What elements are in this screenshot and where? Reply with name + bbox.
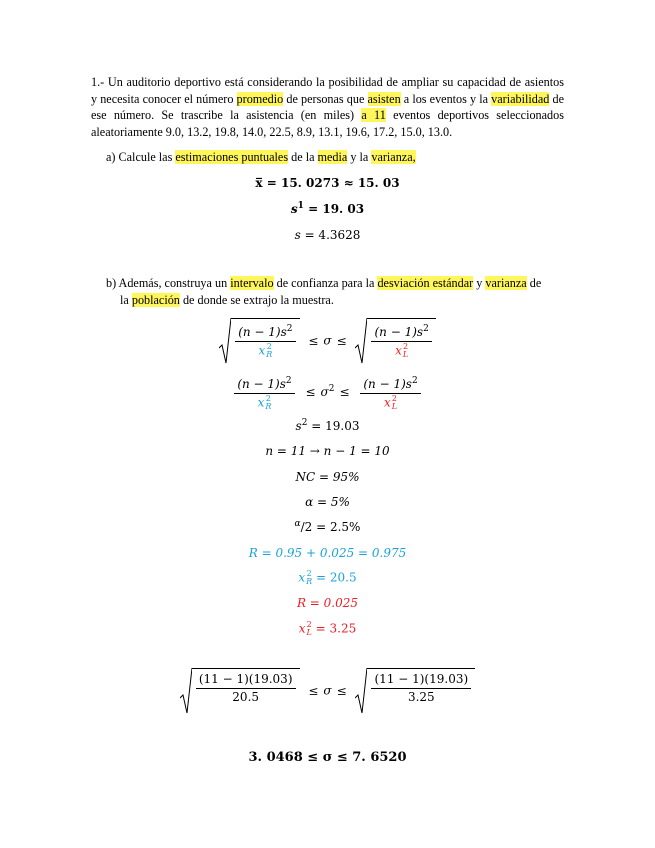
r-blue-text: R = 0.95 + 0.025 = 0.975 <box>248 546 407 560</box>
sub-numerator: (11 − 1)(19.03) <box>196 672 296 689</box>
s2-value <box>0 418 655 433</box>
sub-l: L <box>402 350 409 359</box>
sqrt-right <box>355 668 475 714</box>
exp: 2 <box>301 418 308 428</box>
nc-value <box>0 470 655 484</box>
frac-numerator: (n − 1)s <box>363 377 412 391</box>
part-b-text: de donde se extrajo la muestra. <box>179 292 334 307</box>
r-blue-value <box>0 546 655 560</box>
exp: 2 <box>306 569 312 578</box>
n-value <box>0 444 655 458</box>
s2-eq: = 19.03 <box>311 419 360 433</box>
chi-symbol: x <box>383 395 391 410</box>
exp: 2 <box>411 376 418 386</box>
le-symbol: ≤ <box>336 333 347 348</box>
sigma-symbol: σ <box>320 385 329 399</box>
exp: 2 <box>306 620 312 629</box>
substitution-formula <box>0 668 655 714</box>
highlight-desviacion: desviación estándar <box>377 276 474 290</box>
s-symbol: s <box>295 419 302 433</box>
highlight-promedio: promedio <box>236 91 284 106</box>
chi-l-value <box>0 621 655 637</box>
exp: 2 <box>328 384 335 394</box>
part-b-text: de <box>526 276 542 290</box>
variance-symbol: s <box>290 202 298 216</box>
exp: 2 <box>402 342 409 351</box>
sigma-symbol: σ <box>323 683 332 698</box>
variance-value: = 19. 03 <box>308 202 365 216</box>
highlight-estimaciones: estimaciones puntuales <box>175 150 289 164</box>
sigma-symbol: σ <box>323 333 332 348</box>
chi-r-eq: = 20.5 <box>316 570 357 585</box>
le-symbol: ≤ <box>305 385 316 399</box>
alpha-half-text: /2 = 2.5% <box>300 520 361 534</box>
n-text: n = 11 → n − 1 = 10 <box>265 444 390 458</box>
problem-text: a los eventos y la <box>400 91 492 106</box>
sqrt-right <box>355 318 435 364</box>
sub-numerator: (11 − 1)(19.03) <box>371 672 471 689</box>
problem-text: 1.- Un auditorio deportivo está considerando la posibilidad de ampliar su capacidad de asientos y necesita conocer el número <box>91 75 564 106</box>
sqrt-left <box>219 318 299 364</box>
le-symbol: ≤ <box>339 385 350 399</box>
alpha-value <box>0 495 655 509</box>
chi-symbol: x <box>257 395 265 410</box>
exp: 2 <box>285 376 292 386</box>
sd-symbol: s <box>294 228 301 242</box>
alpha-symbol: α <box>294 519 301 529</box>
alpha-text: α = 5% <box>305 495 350 509</box>
sub-l: L <box>391 402 398 411</box>
part-b-question <box>106 275 564 308</box>
part-a-text: de la <box>288 150 318 164</box>
part-b-text: la <box>120 292 132 307</box>
sub-r: R <box>266 350 273 359</box>
chi-symbol: x <box>395 343 402 358</box>
mean-symbol: x̅ <box>255 176 263 190</box>
part-a-text: y la <box>347 150 372 164</box>
exp: 2 <box>423 324 429 334</box>
problem-statement <box>91 74 564 140</box>
le-symbol: ≤ <box>336 683 347 698</box>
highlight-a11: a 11 <box>361 108 386 122</box>
variance-interval-formula <box>0 374 655 411</box>
highlight-poblacion: población <box>131 292 180 307</box>
sd-result <box>0 228 655 242</box>
exp: 2 <box>286 324 293 334</box>
nc-text: NC = 95% <box>295 470 360 484</box>
chi-symbol: x <box>298 621 306 636</box>
variance-result <box>0 201 655 216</box>
highlight-intervalo: intervalo <box>230 276 274 290</box>
sub-r: R <box>265 402 272 411</box>
r-red-text: R = 0.025 <box>296 596 359 610</box>
exp: 2 <box>391 394 397 403</box>
le-symbol: ≤ <box>308 683 319 698</box>
frac-numerator: (n − 1)s <box>237 377 286 391</box>
mean-value: = 15. 0273 ≈ 15. 03 <box>266 176 400 190</box>
part-a-question <box>106 149 564 166</box>
chi-r-value <box>0 570 655 586</box>
highlight-media: media <box>317 150 348 164</box>
problem-text: de personas que <box>283 91 368 106</box>
highlight-variabilidad: variabilidad <box>491 91 550 106</box>
sub-den-right: 20.5 <box>232 690 260 704</box>
sub-l: L <box>306 628 312 637</box>
variance-exponent: 1 <box>297 201 304 211</box>
r-red-value <box>0 596 655 610</box>
chi-symbol: x <box>258 343 266 358</box>
highlight-varianza: varianza, <box>371 150 416 164</box>
part-b-text: de confianza para la <box>273 276 378 290</box>
sigma-interval-formula <box>0 318 655 364</box>
final-interval <box>0 750 655 765</box>
frac-numerator: (n − 1)s <box>374 325 424 339</box>
le-symbol: ≤ <box>308 333 319 348</box>
sub-den-left: 3.25 <box>407 690 435 704</box>
highlight-varianza-b: varianza <box>485 276 527 290</box>
exp: 2 <box>266 342 272 351</box>
frac-numerator: (n − 1)s <box>238 325 287 339</box>
sd-value: = 4.3628 <box>304 228 361 242</box>
final-interval-text: 3. 0468 ≤ σ ≤ 7. 6520 <box>248 750 407 765</box>
chi-l-eq: = 3.25 <box>315 621 357 636</box>
problem-text: de ese número. Se trascribe la asistencia (en miles) <box>91 91 564 122</box>
part-a-text: a) Calcule las <box>106 150 176 164</box>
highlight-asisten: asisten <box>367 91 401 106</box>
alpha-half-value <box>0 519 655 534</box>
part-b-text: b) Además, construya un <box>106 276 231 290</box>
sqrt-left <box>180 668 300 714</box>
part-b-text: y <box>473 276 486 290</box>
problem-text: eventos deportivos seleccionados aleatoriamente 9.0, 13.2, 19.8, 14.0, 22.5, 8.9, 13.1, 19.6, 17.2, 15.0, 13.0. <box>91 108 564 139</box>
exp: 2 <box>265 394 271 403</box>
mean-result <box>0 176 655 190</box>
chi-symbol: x <box>298 570 306 585</box>
sub-r: R <box>306 577 313 586</box>
